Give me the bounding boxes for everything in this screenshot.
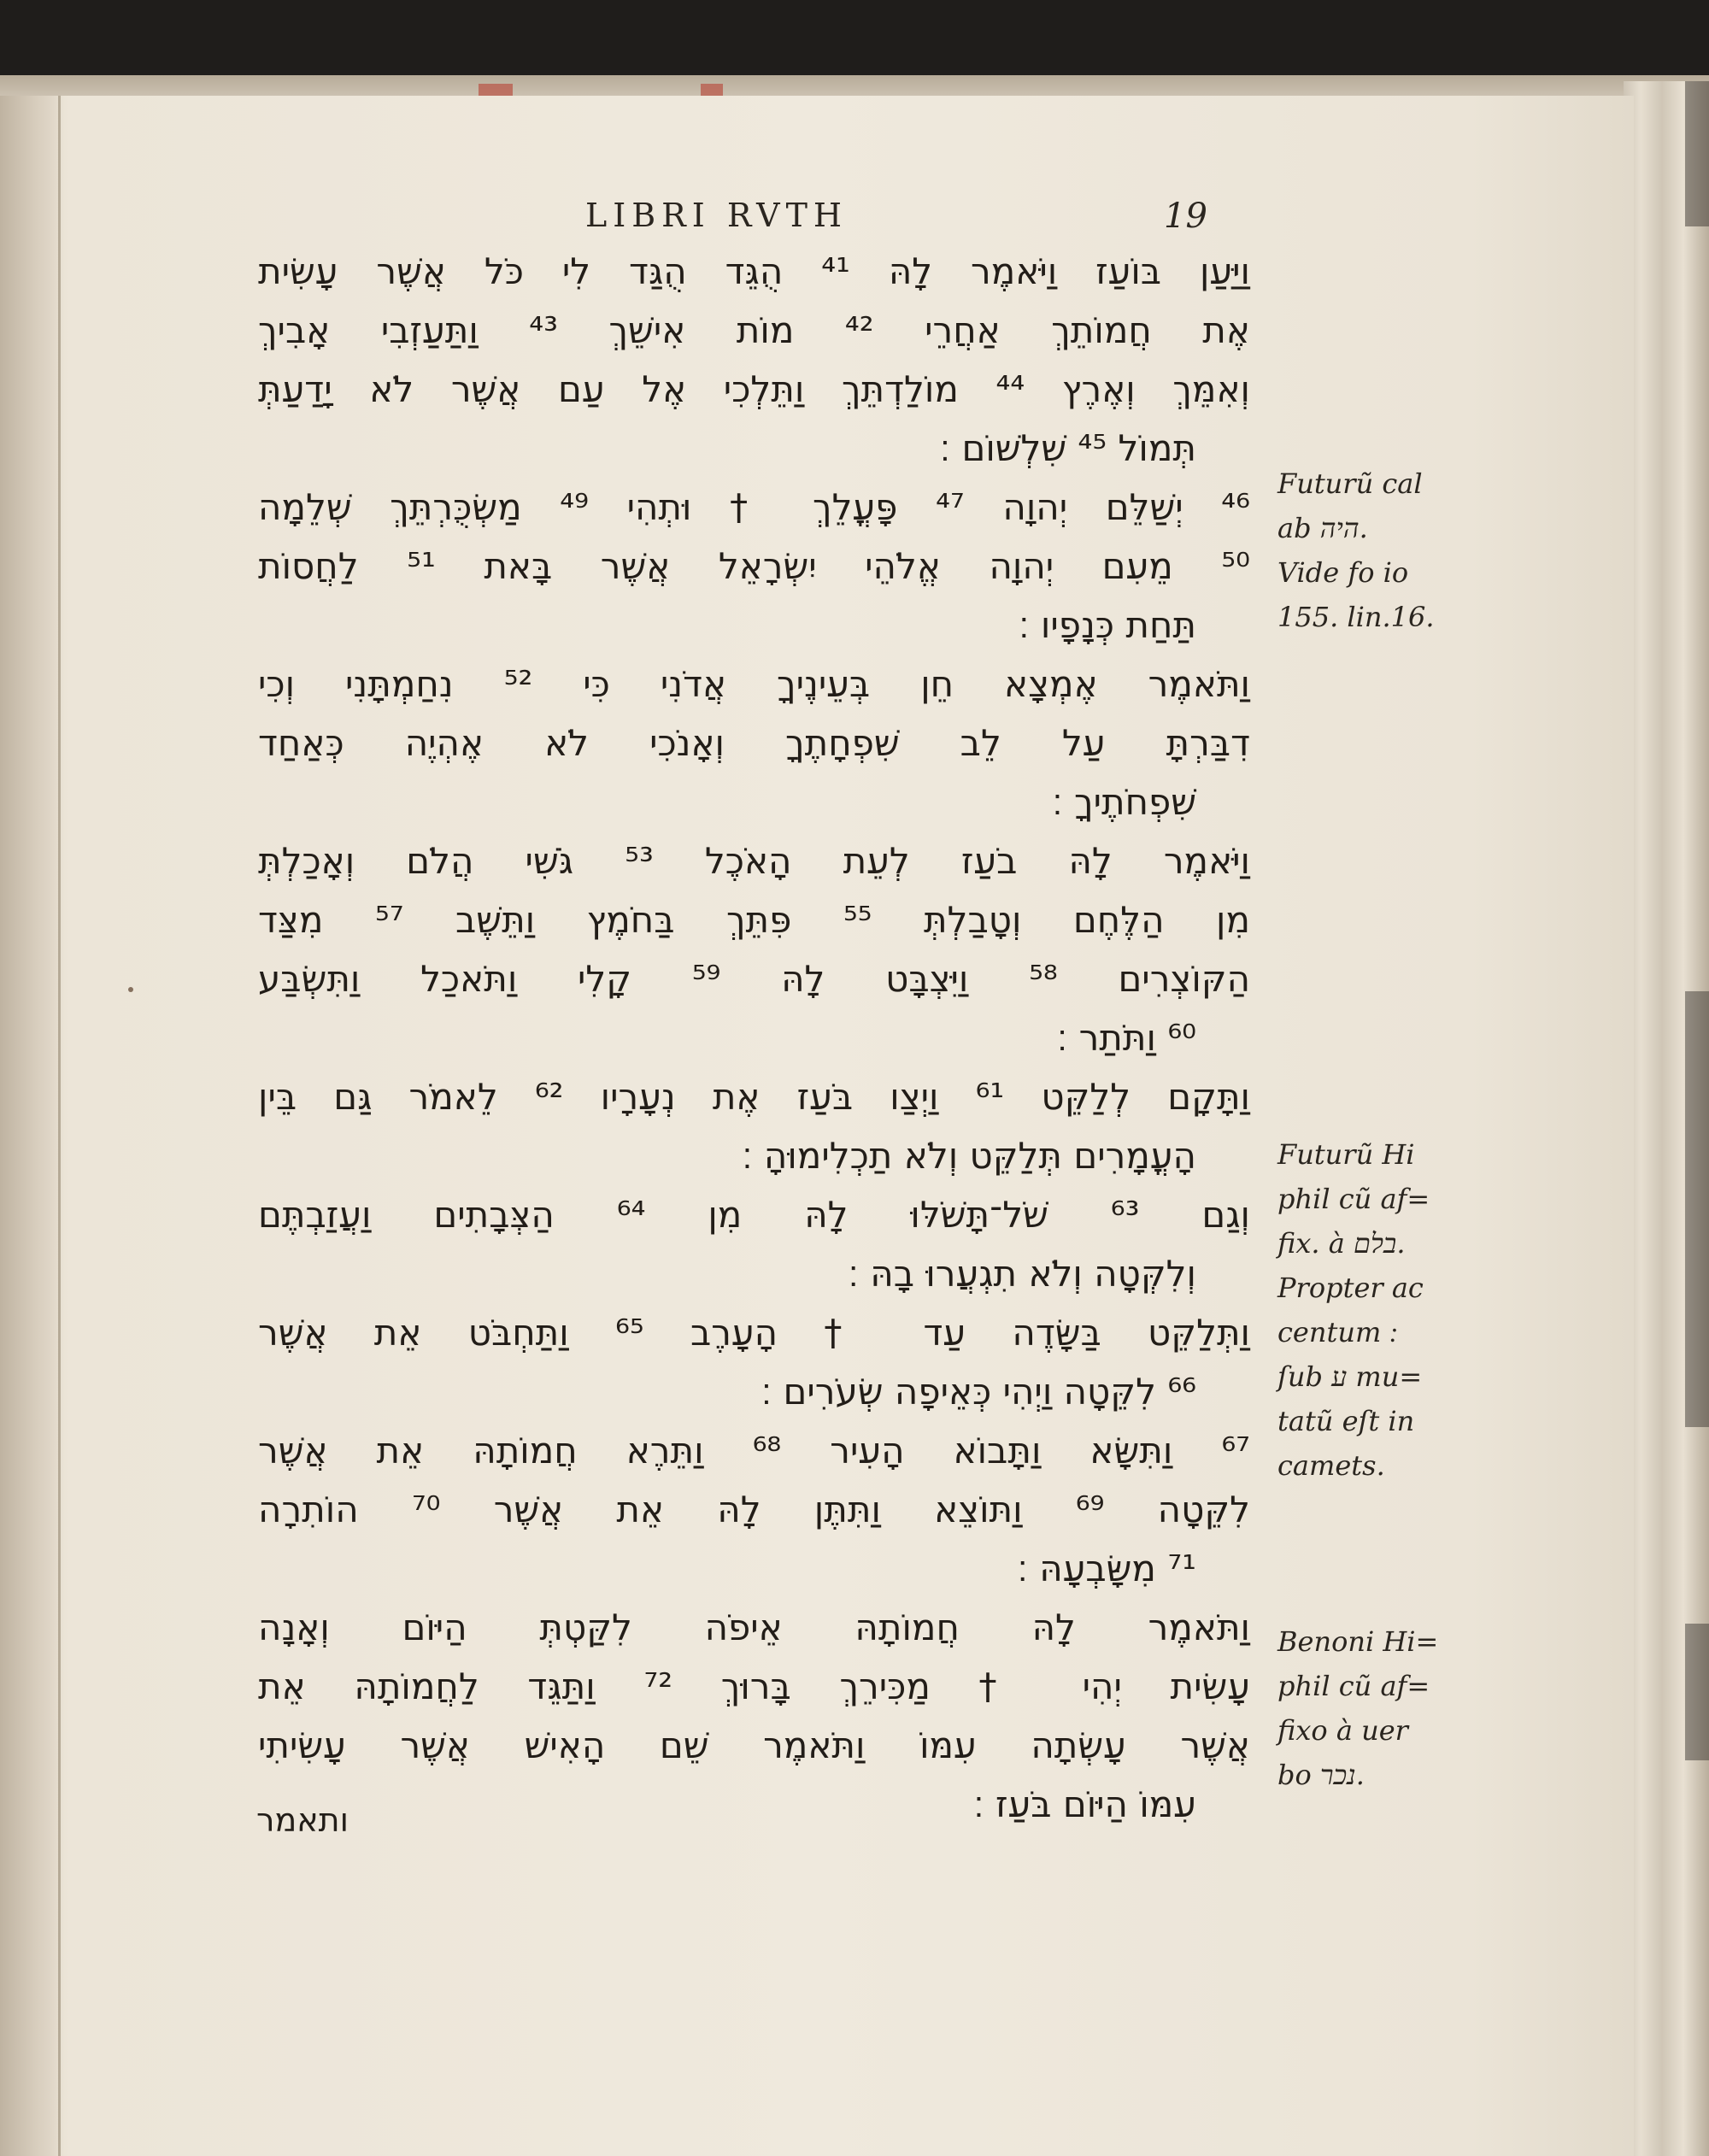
margin-note-line: Benoni Hi= [1277,1625,1439,1658]
text-line: אֲשֶׁר עָשְׂתָה עִמּוֹ וַתֹּאמֶר שֵׁם הָאִישׁ אֲשֶׁר עָשִׂיתִי [258,1724,1250,1766]
text-line: וַיֹּאמֶר לָהּ בֹעַז לְעֵת הָאֹכֶל ⁵³ גֹּשִׁי הֲלֹם וְאָכַלְתְּ [258,840,1250,882]
margin-note-line: Futurũ cal [1277,467,1423,500]
gutter-fold [58,96,61,2156]
text-line: וַיַּעַן בּוֹעַז וַיֹּאמֶר לָהּ ⁴¹ הֻגֵּד הֻגַּד לִי כֹּל אֲשֶׁר עָשִׂית [258,250,1250,292]
text-line: הַקּוֹצְרִים ⁵⁸ וַיִּצְבָּט לָהּ ⁵⁹ קָלִי וַתֹּאכַל וַתִּשְׂבַּע [258,958,1251,1000]
show-through-type [1685,81,1709,226]
margin-note [1277,461,1440,639]
text-line: וְגַם ⁶³ שֹׁל־תָּשֹׁלּוּ לָהּ מִן ⁶⁴ הַצְּבָתִים וַעֲזַבְתֶּם [258,1194,1250,1236]
margin-note-line: phil cũ af= [1277,1183,1430,1215]
margin-note-line: centum [1277,1316,1382,1348]
text-line: אֶת חֲמוֹתֵךְ אַחֲרֵי ⁴² מוֹת אִישֵׁךְ ⁴³ וַתַּעַזְבִי אָבִיךְ [258,309,1250,351]
text-line: וַתָּקָם לְלַקֵּט ⁶¹ וַיְצַו בֹּעַז אֶת נְעָרָיו ⁶² לֵאמֹר גַּם בֵּין [258,1076,1250,1118]
margin-note-line: 155. lin.16. [1277,601,1435,633]
margin-note-line: Vide fo io [1277,556,1409,589]
text-line: ⁵⁰ מֵעִם יְהוָה אֱלֹהֵי יִשְׂרָאֵל אֲשֶׁר בָּאת ⁵¹ לַחֲסוֹת [258,545,1250,587]
text-line: תְּמוֹל ⁴⁵ שִׁלְשׁוֹם ׃ [939,427,1196,469]
margin-note-line: tatũ eſt in [1277,1405,1415,1437]
margin-note-line: Futurũ Hi [1277,1138,1415,1171]
margin-note-line: Propter ac [1277,1272,1424,1304]
ink-spot [128,987,133,992]
margin-note-line: ab היה. [1277,512,1368,544]
margin-note-line: phil cũ af= [1277,1670,1430,1702]
text-line: לִקֵּטָה ⁶⁹ וַתּוֹצֵא וַתִּתֶּן לָהּ אֵת אֲשֶׁר ⁷⁰ הוֹתִרָה [258,1489,1250,1530]
text-line: דִבַּרְתָּ עַל לֵב שִׁפְחָתֶךָ וְאָנֹכִי לֹא אֶהְיֶה כְּאַחַד [258,722,1250,764]
text-line: ⁶⁰ וַתֹּתַר ׃ [1056,1017,1196,1059]
text-line: ⁶⁶ לִקֵּטָה וַיְהִי כְּאֵיפָה שְׂעֹרִים ׃ [761,1371,1196,1413]
margin-note-line: camets. [1277,1449,1385,1482]
margin-note [1277,1132,1440,1488]
text-line: מִן הַלֶּחֶם וְטָבַלְתְּ ⁵⁵ פִּתֵּךְ בַּחֹמֶץ וַתֵּשֶׁב ⁵⁷ מִצַּד [258,899,1250,941]
margin-note-line: bo נכר. [1277,1759,1365,1791]
margin-note-line: ſub ע mu= [1277,1360,1423,1393]
text-line: ⁷¹ מִשָּׂבְעָהּ ׃ [1017,1548,1196,1589]
text-line: תַּחַת כְּנָפָיו ׃ [1019,604,1196,646]
text-line: וַתֹּאמֶר אֶמְצָא חֵן בְּעֵינֶיךָ אֲדֹנִי כִּי ⁵² נִחַמְתָּנִי וְכִי [258,663,1250,705]
page-number: 19 [1164,197,1207,236]
text-line: וְלִקְּטָה וְלֹא תִגְעֲרוּ בָהּ ׃ [848,1253,1196,1295]
gutter-shadow [0,96,64,2156]
text-line: עָשִׂית יְהִי † מַכִּירֵךְ בָּרוּךְ ⁷² וַתַּגֵּד לַחֲמוֹתָהּ אֵת [258,1665,1250,1707]
text-line: ⁴⁶ יְשַׁלֵּם יְהוָה ⁴⁷ פָּעֳלֵךְ † וּתְהִי ⁴⁹ מַשְׂכֻּרְתֵּךְ שְׁלֵמָה [258,486,1250,528]
show-through-type [1685,1624,1709,1760]
text-line: וַתְּלַקֵּט בַּשָּׂדֶה עַד † הָעָרֶב ⁶⁵ וַתַּחְבֹּט אֵת אֲשֶׁר [258,1312,1250,1354]
margin-note-line: fix. à בלם. [1277,1227,1406,1260]
text-line: וְאִמֵּךְ וְאֶרֶץ ⁴⁴ מוֹלַדְתֵּךְ וַתֵּלְכִי אֶל עַם אֲשֶׁר לֹא יָדַעַתְּ [258,368,1250,410]
margin-note-line: fixo à uer [1277,1714,1408,1747]
text-line: ⁶⁷ וַתִּשָּׂא וַתָּבוֹא הָעִיר ⁶⁸ וַתֵּרֶא חֲמוֹתָהּ אֵת אֲשֶׁר [258,1430,1250,1472]
running-title: LIBRI RVTH [585,197,849,234]
text-line: שִׁפְחֹתֶיךָ ׃ [1052,781,1196,823]
text-line: עִמּוֹ הַיּוֹם בֹּעַז ׃ [973,1783,1196,1825]
text-line: וַתֹּאמֶר לָהּ חֲמוֹתָהּ אֵיפֹה לִקַּטְתְּ הַיּוֹם וְאָנָה [258,1607,1250,1648]
catchword: ותאמר [256,1801,349,1839]
margin-note [1277,1619,1440,1797]
text-line: הָעֳמָרִים תְּלַקֵּט וְלֹא תַכְלִימוּהָ ׃ [742,1135,1196,1177]
show-through-type [1685,991,1709,1427]
